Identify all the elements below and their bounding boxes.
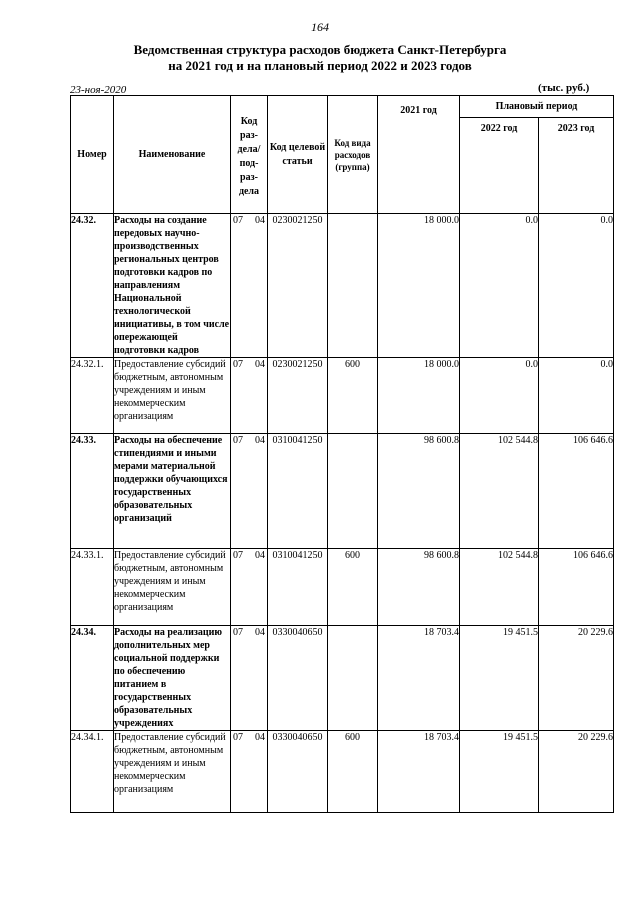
row-2021: 18 703.4	[378, 626, 460, 731]
row-target: 0330040650	[268, 626, 328, 731]
table-row	[71, 731, 614, 813]
row-name: Расходы на создание передовых научно-производственных региональных центров подготовки кадров по направлениям Национальной технологической инициативы, в том числе опережающей подготовки кадров	[114, 215, 230, 356]
row-section	[231, 358, 268, 434]
table-row	[71, 549, 614, 626]
row-target: 0310041250	[268, 434, 328, 549]
row-number: 24.33.	[71, 434, 114, 549]
row-target: 0230021250	[268, 214, 328, 358]
row-razdel: 07	[233, 215, 243, 226]
row-razdel: 07	[233, 359, 243, 370]
header-target: Код целевой статьи	[268, 96, 328, 214]
row-podrazdel: 04	[255, 732, 265, 743]
header-section: Код раз- дела/ под- раз- дела	[231, 96, 268, 214]
row-2023: 0.0	[539, 214, 614, 358]
row-name: Предоставление субсидий бюджетным, автономным учреждениям и иным некоммерческим организациям	[114, 731, 231, 813]
document-title	[0, 42, 640, 74]
row-podrazdel: 04	[255, 215, 265, 226]
row-2021: 98 600.8	[378, 434, 460, 549]
row-name: Расходы на реализацию дополнительных мер социальной поддержки по обеспечению питанием в государственных образовательных учреждениях	[114, 626, 231, 731]
row-podrazdel: 04	[255, 627, 265, 638]
row-razdel: 07	[233, 732, 243, 743]
row-2022: 102 544.8	[460, 434, 539, 549]
row-podrazdel: 04	[255, 435, 265, 446]
row-target: 0330040650	[268, 731, 328, 813]
row-type	[328, 214, 378, 358]
row-number: 24.34.1.	[71, 731, 114, 813]
units-label: (тыс. руб.)	[538, 82, 590, 94]
row-2023: 20 229.6	[539, 731, 614, 813]
row-2021: 18 000.0	[378, 214, 460, 358]
row-2023: 20 229.6	[539, 626, 614, 731]
row-type	[328, 434, 378, 549]
budget-table	[70, 95, 614, 813]
row-2022: 0.0	[460, 358, 539, 434]
row-2022: 0.0	[460, 214, 539, 358]
row-section	[231, 434, 268, 549]
row-2021: 18 000.0	[378, 358, 460, 434]
row-podrazdel: 04	[255, 550, 265, 561]
row-number: 24.32.	[71, 214, 114, 358]
row-2021: 18 703.4	[378, 731, 460, 813]
table-row	[71, 358, 614, 434]
header-planned-period: Плановый период	[460, 96, 614, 118]
row-number: 24.33.1.	[71, 549, 114, 626]
header-2022: 2022 год	[460, 118, 539, 214]
row-2023: 106 646.6	[539, 434, 614, 549]
header-2023: 2023 год	[539, 118, 614, 214]
row-section	[231, 549, 268, 626]
row-name: Предоставление субсидий бюджетным, автономным учреждениям и иным некоммерческим организациям	[114, 358, 231, 434]
row-2022: 19 451.5	[460, 731, 539, 813]
title-line-1: Ведомственная структура расходов бюджета Санкт-Петербурга	[133, 42, 507, 57]
row-2023: 106 646.6	[539, 549, 614, 626]
row-type: 600	[328, 549, 378, 626]
header-number: Номер	[71, 96, 114, 214]
row-name: Расходы на обеспечение стипендиями и иными мерами материальной поддержки обучающихся государственных образовательных организаций	[114, 434, 231, 549]
row-razdel: 07	[233, 627, 243, 638]
document-date: 23-ноя-2020	[70, 84, 127, 96]
row-type	[328, 626, 378, 731]
row-number: 24.32.1.	[71, 358, 114, 434]
header-2021: 2021 год	[378, 96, 460, 214]
row-name: Предоставление субсидий бюджетным, автономным учреждениям и иным некоммерческим организациям	[114, 549, 231, 626]
row-section	[231, 214, 268, 358]
header-name: Наименование	[114, 96, 231, 214]
row-target: 0230021250	[268, 358, 328, 434]
row-2021: 98 600.8	[378, 549, 460, 626]
row-razdel: 07	[233, 435, 243, 446]
row-target: 0310041250	[268, 549, 328, 626]
title-line-2: на 2021 год и на плановый период 2022 и 2023 годов	[168, 58, 472, 73]
row-2023: 0.0	[539, 358, 614, 434]
row-type: 600	[328, 358, 378, 434]
row-section	[231, 731, 268, 813]
row-type: 600	[328, 731, 378, 813]
header-expense-type: Код вида расходов (группа)	[328, 96, 378, 214]
row-razdel: 07	[233, 550, 243, 561]
row-number: 24.34.	[71, 626, 114, 731]
row-2022: 102 544.8	[460, 549, 539, 626]
table-row	[71, 434, 614, 549]
row-section	[231, 626, 268, 731]
table-row	[71, 626, 614, 731]
page-number: 164	[311, 20, 329, 34]
row-podrazdel: 04	[255, 359, 265, 370]
row-2022: 19 451.5	[460, 626, 539, 731]
table-row	[71, 214, 614, 358]
